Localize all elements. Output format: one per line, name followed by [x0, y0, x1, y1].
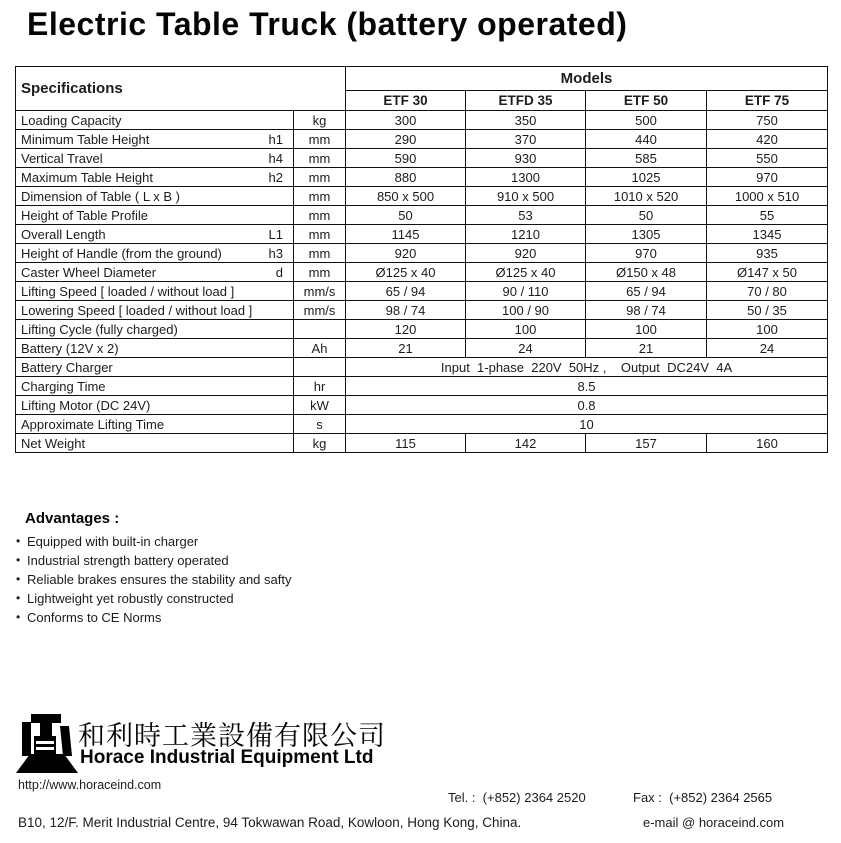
table-row: [16, 377, 828, 396]
unit-cell: mm: [294, 149, 346, 168]
value-cell: 24: [707, 339, 828, 358]
spec-label: Loading Capacity: [21, 112, 122, 128]
advantage-item: • Conforms to CE Norms: [15, 608, 515, 627]
advantages-section: [15, 510, 515, 627]
value-cell: 157: [586, 434, 707, 453]
spec-label-cell: [16, 415, 294, 434]
model-name-header: ETF 75: [707, 91, 828, 111]
fax-number: Fax : (+852) 2364 2565: [633, 790, 773, 805]
value-cell-span: 10: [346, 415, 828, 434]
value-cell: 420: [707, 130, 828, 149]
spec-label-cell: [16, 187, 294, 206]
value-cell: 70 / 80: [707, 282, 828, 301]
value-cell: 850 x 500: [346, 187, 466, 206]
table-row: [16, 149, 828, 168]
spec-symbol: d: [275, 264, 283, 280]
value-cell: Ø125 x 40: [466, 263, 586, 282]
company-name-english: Horace Industrial Equipment Ltd: [80, 747, 374, 768]
advantages-list: [15, 532, 515, 627]
spec-symbol: h1: [268, 131, 283, 147]
spec-label: Battery (12V x 2): [21, 340, 119, 356]
spec-label-cell: [16, 225, 294, 244]
unit-cell: [294, 320, 346, 339]
spec-label: Lifting Motor (DC 24V): [21, 397, 151, 413]
models-header: Models: [346, 67, 828, 91]
email-address: e-mail @ horaceind.com: [643, 815, 785, 830]
value-cell: 21: [586, 339, 707, 358]
specifications-table: [15, 66, 828, 453]
value-cell: 98 / 74: [346, 301, 466, 320]
spec-symbol: L1: [268, 226, 283, 242]
value-cell: 370: [466, 130, 586, 149]
value-cell: 1210: [466, 225, 586, 244]
table-row: [16, 320, 828, 339]
unit-cell: s: [294, 415, 346, 434]
table-row: [16, 263, 828, 282]
spec-label-cell: [16, 263, 294, 282]
value-cell: 53: [466, 206, 586, 225]
value-cell-span: 0.8: [346, 396, 828, 415]
spec-label: Approximate Lifting Time: [21, 416, 165, 432]
value-cell: 65 / 94: [586, 282, 707, 301]
value-cell: 290: [346, 130, 466, 149]
value-cell: 120: [346, 320, 466, 339]
unit-cell: hr: [294, 377, 346, 396]
value-cell: 500: [586, 111, 707, 130]
table-row: [16, 130, 828, 149]
value-cell: Ø147 x 50: [707, 263, 828, 282]
spec-symbol: h2: [268, 169, 283, 185]
table-row: [16, 396, 828, 415]
value-cell: 50: [586, 206, 707, 225]
value-cell: 115: [346, 434, 466, 453]
value-cell: Ø125 x 40: [346, 263, 466, 282]
page-title: Electric Table Truck (battery operated): [27, 6, 628, 42]
value-cell: 100 / 90: [466, 301, 586, 320]
value-cell: 142: [466, 434, 586, 453]
spec-label: Height of Handle (from the ground): [21, 245, 222, 261]
value-cell: 930: [466, 149, 586, 168]
spec-table-body: [16, 111, 828, 453]
spec-label: Charging Time: [21, 378, 106, 394]
value-cell: 920: [346, 244, 466, 263]
table-row: [16, 187, 828, 206]
model-name-header: ETFD 35: [466, 91, 586, 111]
value-cell-span: 8.5: [346, 377, 828, 396]
spec-label: Height of Table Profile: [21, 207, 148, 223]
spec-label: Lifting Cycle (fully charged): [21, 321, 178, 337]
value-cell: 50: [346, 206, 466, 225]
unit-cell: mm: [294, 130, 346, 149]
spec-label: Overall Length: [21, 226, 106, 242]
model-name-header: ETF 30: [346, 91, 466, 111]
unit-cell: mm/s: [294, 282, 346, 301]
unit-cell: mm: [294, 206, 346, 225]
value-cell: 21: [346, 339, 466, 358]
table-row: [16, 415, 828, 434]
spec-label-cell: [16, 111, 294, 130]
spec-label-cell: [16, 244, 294, 263]
value-cell: 300: [346, 111, 466, 130]
unit-cell: kg: [294, 111, 346, 130]
spec-label-cell: [16, 320, 294, 339]
spec-label: Maximum Table Height: [21, 169, 153, 185]
spec-label-cell: [16, 130, 294, 149]
spec-label: Net Weight: [21, 435, 86, 451]
table-row: [16, 168, 828, 187]
spec-label-cell: [16, 149, 294, 168]
unit-cell: kg: [294, 434, 346, 453]
unit-cell: mm: [294, 263, 346, 282]
value-cell: 1145: [346, 225, 466, 244]
advantage-item: • Lightweight yet robustly constructed: [15, 589, 515, 608]
value-cell-span: Input 1-phase 220V 50Hz , Output DC24V 4A: [346, 358, 828, 377]
unit-cell: mm/s: [294, 301, 346, 320]
value-cell: Ø150 x 48: [586, 263, 707, 282]
value-cell: 1345: [707, 225, 828, 244]
website-url: http://www.horaceind.com: [18, 778, 162, 792]
value-cell: 100: [466, 320, 586, 339]
value-cell: 55: [707, 206, 828, 225]
value-cell: 1305: [586, 225, 707, 244]
spec-symbol: h4: [268, 150, 283, 166]
unit-cell: mm: [294, 187, 346, 206]
value-cell: 100: [707, 320, 828, 339]
spec-label: Vertical Travel: [21, 150, 103, 166]
table-header-row-models: [16, 67, 828, 91]
table-row: [16, 358, 828, 377]
spec-label-cell: [16, 434, 294, 453]
value-cell: 910 x 500: [466, 187, 586, 206]
spec-symbol: h3: [268, 245, 283, 261]
advantage-item: • Reliable brakes ensures the stability and safty: [15, 570, 515, 589]
table-row: [16, 111, 828, 130]
value-cell: 585: [586, 149, 707, 168]
spec-label: Lifting Speed [ loaded / without load ]: [21, 283, 235, 299]
value-cell: 750: [707, 111, 828, 130]
value-cell: 90 / 110: [466, 282, 586, 301]
spec-label: Caster Wheel Diameter: [21, 264, 157, 280]
specifications-header: Specifications: [16, 67, 346, 111]
company-address: B10, 12/F. Merit Industrial Centre, 94 Tokwawan Road, Kowloon, Hong Kong, China.: [18, 815, 522, 830]
value-cell: 935: [707, 244, 828, 263]
value-cell: 98 / 74: [586, 301, 707, 320]
value-cell: 920: [466, 244, 586, 263]
value-cell: 590: [346, 149, 466, 168]
value-cell: 24: [466, 339, 586, 358]
value-cell: 350: [466, 111, 586, 130]
telephone-number: Tel. : (+852) 2364 2520: [448, 790, 586, 805]
spec-label: Lowering Speed [ loaded / without load ]: [21, 302, 253, 318]
unit-cell: mm: [294, 168, 346, 187]
table-row: [16, 301, 828, 320]
table-row: [16, 339, 828, 358]
advantage-item: • Equipped with built-in charger: [15, 532, 515, 551]
unit-cell: mm: [294, 225, 346, 244]
company-logo-icon: [15, 712, 79, 776]
company-name-chinese: 和利時工業設備有限公司: [78, 721, 386, 751]
table-row: [16, 434, 828, 453]
spec-label-cell: [16, 168, 294, 187]
spec-label: Minimum Table Height: [21, 131, 150, 147]
model-name-header: ETF 50: [586, 91, 707, 111]
value-cell: 100: [586, 320, 707, 339]
spec-label-cell: [16, 396, 294, 415]
table-row: [16, 206, 828, 225]
value-cell: 440: [586, 130, 707, 149]
spec-label: Battery Charger: [21, 359, 113, 375]
spec-label-cell: [16, 377, 294, 396]
value-cell: 1010 x 520: [586, 187, 707, 206]
value-cell: 970: [586, 244, 707, 263]
spec-label-cell: [16, 358, 294, 377]
spec-label-cell: [16, 301, 294, 320]
table-row: [16, 244, 828, 263]
unit-cell: mm: [294, 244, 346, 263]
unit-cell: Ah: [294, 339, 346, 358]
value-cell: 1300: [466, 168, 586, 187]
spec-label-cell: [16, 339, 294, 358]
spec-label-cell: [16, 282, 294, 301]
value-cell: 1025: [586, 168, 707, 187]
unit-cell: kW: [294, 396, 346, 415]
spec-label: Dimension of Table ( L x B ): [21, 188, 180, 204]
value-cell: 65 / 94: [346, 282, 466, 301]
table-row: [16, 225, 828, 244]
advantages-heading: Advantages :: [25, 510, 120, 527]
advantage-item: • Industrial strength battery operated: [15, 551, 515, 570]
value-cell: 160: [707, 434, 828, 453]
value-cell: 1000 x 510: [707, 187, 828, 206]
value-cell: 880: [346, 168, 466, 187]
unit-cell: [294, 358, 346, 377]
value-cell: 970: [707, 168, 828, 187]
value-cell: 50 / 35: [707, 301, 828, 320]
value-cell: 550: [707, 149, 828, 168]
spec-label-cell: [16, 206, 294, 225]
table-row: [16, 282, 828, 301]
